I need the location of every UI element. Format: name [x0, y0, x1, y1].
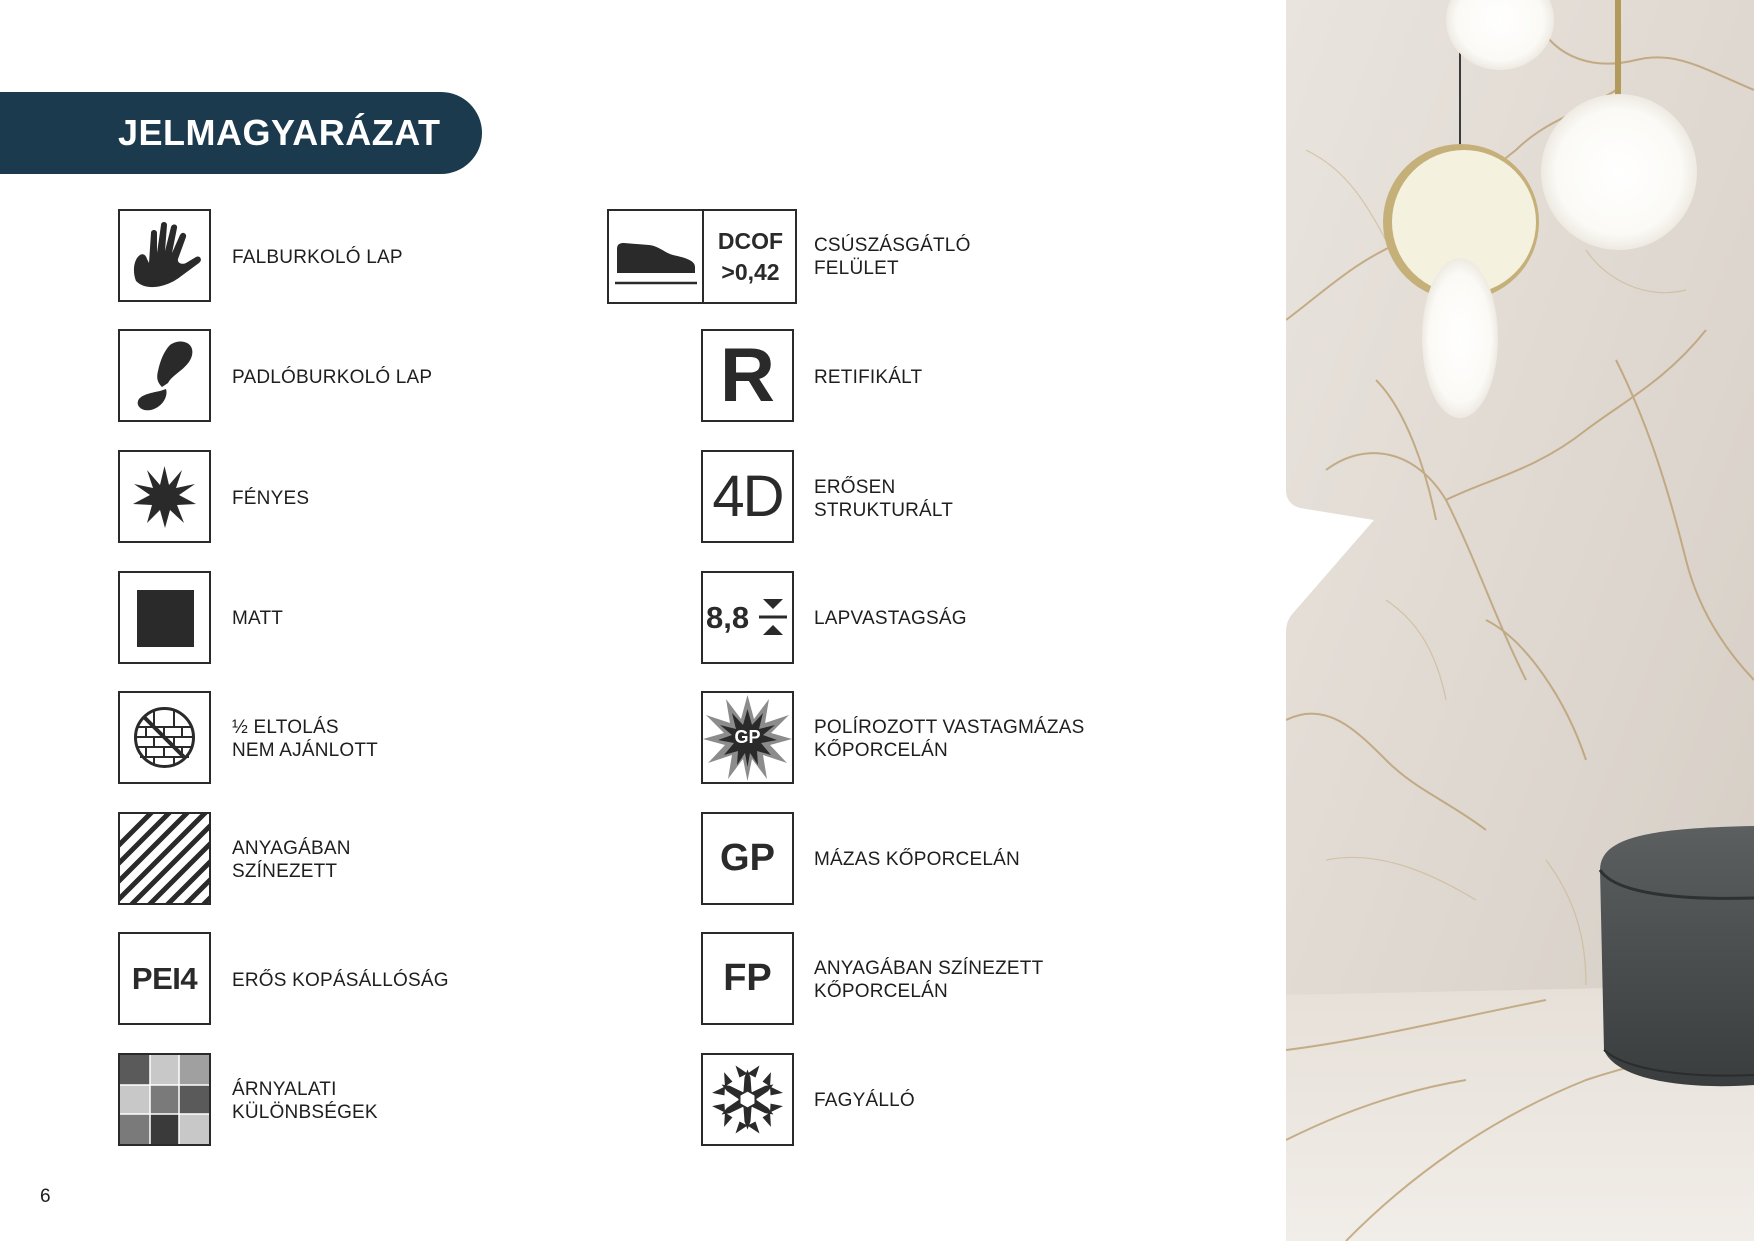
4d-icon: 4D — [701, 450, 794, 543]
title-bar — [0, 92, 482, 174]
label-structured: ERŐSEN STRUKTURÁLT — [814, 477, 954, 521]
dcof-value: DCOF >0,42 — [717, 228, 784, 285]
label-glossy: FÉNYES — [232, 488, 310, 509]
label-floor-tile: PADLÓBURKOLÓ LAP — [232, 367, 433, 388]
gp-star-icon: GP — [701, 691, 794, 784]
hand-icon — [118, 209, 211, 302]
shade-grid-icon — [118, 1053, 211, 1146]
label-glazed-porcelain: MÁZAS KŐPORCELÁN — [814, 849, 1020, 870]
gp-icon: GP — [701, 812, 794, 905]
label-wall-tile: FALBURKOLÓ LAP — [232, 247, 403, 268]
shoe-dcof-icon — [607, 209, 797, 304]
label-anti-slip: CSÚSZÁSGÁTLÓ FELÜLET — [814, 235, 971, 279]
label-half-offset: ½ ELTOLÁS NEM AJÁNLOTT — [232, 717, 378, 761]
page-title: JELMAGYARÁZAT — [118, 112, 441, 153]
filled-square-icon — [118, 571, 211, 664]
label-shade-variation: ÁRNYALATI KÜLÖNBSÉGEK — [232, 1079, 378, 1123]
label-matt: MATT — [232, 608, 284, 629]
no-brick-offset-icon — [118, 691, 211, 784]
fp-icon: FP — [701, 932, 794, 1025]
footprint-icon — [118, 329, 211, 422]
pei4-icon: PEI4 — [118, 932, 211, 1025]
label-thickness: LAPVASTAGSÁG — [814, 608, 967, 629]
diagonal-stripes-icon — [118, 812, 211, 905]
label-polished-gp: POLÍROZOTT VASTAGMÁZAS KŐPORCELÁN — [814, 717, 1085, 761]
r-icon: R — [701, 329, 794, 422]
snowflake-icon — [701, 1053, 794, 1146]
label-abrasion: ERŐS KOPÁSÁLLÓSÁG — [232, 970, 449, 991]
label-body-colored: ANYAGÁBAN SZÍNEZETT — [232, 838, 351, 882]
thickness-icon: 8,8 — [701, 571, 794, 664]
interior-photo — [1286, 0, 1754, 1241]
starburst-icon — [118, 450, 211, 543]
page-number: 6 — [40, 1186, 51, 1207]
label-rectified: RETIFIKÁLT — [814, 367, 923, 388]
label-frost-resistant: FAGYÁLLÓ — [814, 1090, 915, 1111]
label-full-body-porcelain: ANYAGÁBAN SZÍNEZETT KŐPORCELÁN — [814, 958, 1044, 1002]
